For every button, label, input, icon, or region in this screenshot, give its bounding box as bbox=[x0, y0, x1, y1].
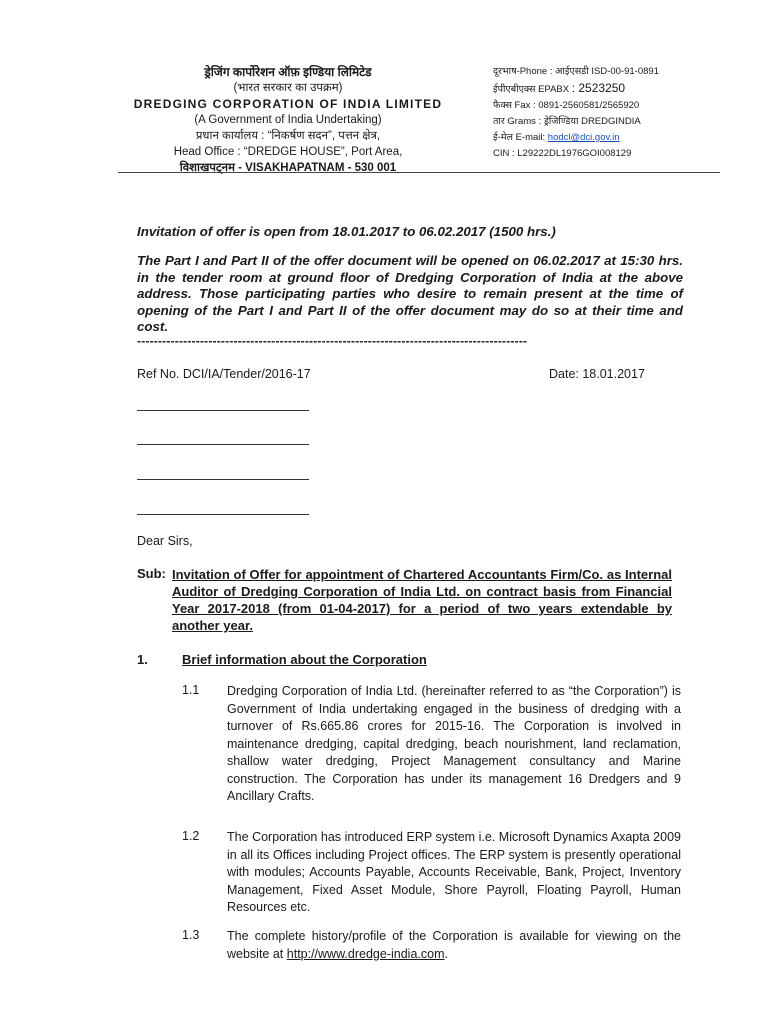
paragraph-text-before: The complete history/profile of the Corporation is available for viewing on the website at bbox=[227, 929, 681, 961]
phone-label: दूरभाष-Phone : आईएसडी bbox=[493, 66, 589, 77]
letter-date: Date: 18.01.2017 bbox=[549, 367, 645, 381]
city-address: विशाखपट्नम - VISAKHAPATNAM - 530 001 bbox=[179, 162, 397, 174]
section-title: Brief information about the Corporation bbox=[182, 652, 427, 667]
fax-value: : 0891-2560581/2565920 bbox=[532, 100, 640, 111]
letterhead bbox=[118, 64, 458, 176]
opening-notice: The Part I and Part II of the offer document will be opened on 06.02.2017 at 15:30 hrs. in the tender room at ground floor of Dredging Corporation of India at the above address. Those participating parties who desire to remain present at the time of opening of the Part I and Part II of the offer document may do so at their time and cost. bbox=[137, 253, 683, 334]
invitation-period: Invitation of offer is open from 18.01.2017 to 06.02.2017 (1500 hrs.) bbox=[137, 224, 556, 239]
fax-label: फैक्स Fax bbox=[493, 100, 531, 111]
grams-value: : ड्रेजिण्डिया DREDGINDIA bbox=[538, 116, 641, 127]
epabx-label: ईपीएबीएक्स EPABX bbox=[493, 84, 570, 95]
email-label: ई-मेल E-mail: bbox=[493, 132, 546, 143]
epabx-value: : 2523250 bbox=[571, 81, 626, 95]
address-blank-line bbox=[137, 479, 309, 480]
paragraph-text: Dredging Corporation of India Ltd. (hereinafter referred to as “the Corporation”) is Government of India undertaking engaged in the business of dredging with a turnover of Rs.665.86 crores for 2015-16. The Corporation is involved in maintenance dredging, capital dredging, beach nourishment, land reclamation, shallow water dredging, Project Management consultancy and Marine construction. The Corporation has under its management 16 Dredgers and 9 Ancillary Crafts. bbox=[227, 684, 681, 803]
head-office-english: Head Office : “DREDGE HOUSE”, Port Area, bbox=[173, 146, 403, 158]
address-blank-line bbox=[137, 444, 309, 445]
paragraph-number: 1.2 bbox=[182, 829, 200, 843]
paragraph-text bbox=[227, 928, 681, 963]
address-blank-line bbox=[137, 514, 309, 515]
email-link[interactable]: hodcl@dci.gov.in bbox=[547, 132, 620, 143]
cin-number: CIN : L29222DL1976GOI008129 bbox=[493, 148, 632, 159]
head-office-hindi: प्रधान कार्यालय : “निकर्षण सदन”, पत्तन क्षेत्र, bbox=[195, 130, 381, 142]
company-subtitle-english: (A Government of India Undertaking) bbox=[194, 114, 382, 126]
grams-label: तार Grams bbox=[493, 116, 536, 127]
subject-label: Sub: bbox=[137, 566, 166, 581]
subject-text: Invitation of Offer for appointment of Chartered Accountants Firm/Co. as Internal Auditor of Dredging Corporation of India Ltd. on contract basis from Financial Year 2017-2018 (from 01-04-2017) for a period of two years extendable by another year. bbox=[172, 567, 672, 633]
company-subtitle-hindi: (भारत सरकार का उपक्रम) bbox=[233, 82, 343, 94]
company-name-english: DREDGING CORPORATION OF INDIA LIMITED bbox=[133, 97, 443, 111]
phone-line bbox=[493, 64, 733, 80]
section-number: 1. bbox=[137, 652, 148, 667]
address-blank-line bbox=[137, 410, 309, 411]
paragraph-text-after: . bbox=[444, 946, 448, 961]
company-name-hindi: ड्रेजिंग कार्पोरेशन ऑफ़ इण्डिया लिमिटेड bbox=[204, 65, 372, 79]
epabx-line bbox=[493, 80, 733, 98]
email-line bbox=[493, 130, 733, 146]
letterhead-divider bbox=[118, 172, 720, 173]
paragraph-text: The Corporation has introduced ERP system i.e. Microsoft Dynamics Axapta 2009 in all its Offices including Project offices. The ERP system is presently operational with modules; Accounts Payable, Accounts Receivable, Bank, Project, Inventory Management, Fixed Asset Module, Shore Payroll, Floating Payroll, Human Resources etc. bbox=[227, 830, 681, 914]
fax-line bbox=[493, 98, 733, 114]
contact-block bbox=[493, 64, 733, 162]
website-link[interactable]: http://www.dredge-india.com bbox=[286, 946, 445, 961]
grams-line bbox=[493, 114, 733, 130]
paragraph-number: 1.3 bbox=[182, 928, 200, 942]
dashed-separator: --------------------------------------------------------------------------------------------- bbox=[137, 334, 528, 348]
reference-number: Ref No. DCI/IA/Tender/2016-17 bbox=[137, 367, 311, 381]
paragraph-number: 1.1 bbox=[182, 683, 200, 697]
phone-value: ISD-00-91-0891 bbox=[591, 66, 659, 77]
salutation: Dear Sirs, bbox=[137, 534, 193, 548]
